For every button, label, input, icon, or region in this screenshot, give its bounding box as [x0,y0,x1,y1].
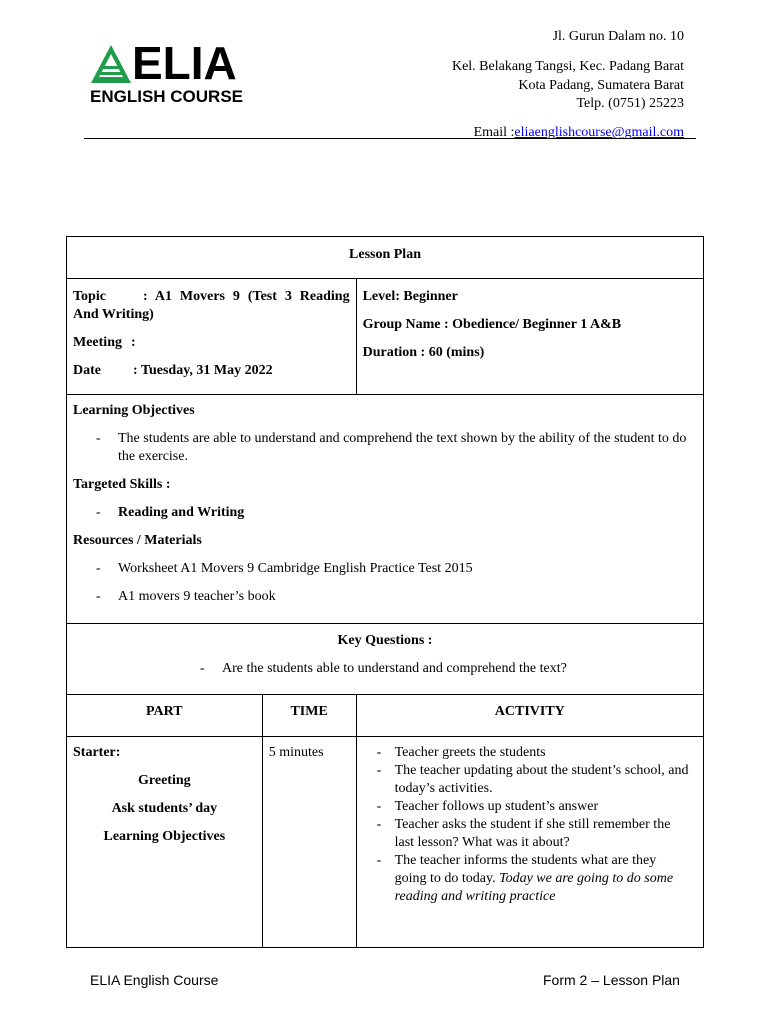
topic-row [73,288,350,324]
starter-time: 5 minutes [268,745,324,760]
date-label: Date [73,363,101,378]
key-questions-cell [67,624,704,695]
email-link[interactable]: eliaenglishcourse@gmail.com [514,125,684,140]
activity-italic-text: Today we are going to do some reading and writing practice [394,871,674,904]
column-header-part: PART [67,695,263,737]
level-text: Level: Beginner [362,289,458,304]
meeting-value: : [131,335,136,350]
starter-label: Starter: [73,745,121,760]
lesson-plan-title: Lesson Plan [349,247,421,262]
topic-cell [67,279,357,395]
objectives-cell [67,395,704,624]
activity-item: - The teacher informs the students what are they going to do today. Today we are going to do some reading and writing practice [357,852,703,906]
column-header-activity: ACTIVITY [356,695,703,737]
key-questions-heading: Key Questions : [337,633,433,648]
date-value: : Tuesday, 31 May 2022 [133,363,273,378]
resource-item: - A1 movers 9 teacher’s book [96,588,697,606]
elia-logo [90,37,250,108]
key-question-item: - Are the students able to understand and comprehend the text? [200,661,567,676]
starter-activity-cell [356,737,703,948]
activity-text: The teacher updating about the student’s school, and today’s activities. [394,763,689,796]
group-name-text: Group Name : Obedience/ Beginner 1 A&B [362,317,622,332]
starter-step: Learning Objectives [103,829,226,844]
activity-text: The teacher informs the students what are they going to do today. Today we are going to do some reading and writing practice [394,853,674,904]
starter-step: Ask students’ day [111,801,218,816]
starter-time-cell [262,737,356,948]
activity-item: - Teacher follows up student’s answer [357,798,703,816]
skill-item: - Reading and Writing [96,504,697,522]
objectives-heading: Learning Objectives [73,403,195,418]
skill-text: Reading and Writing [118,505,245,520]
resource-item: - Worksheet A1 Movers 9 Cambridge English Practice Test 2015 [96,560,697,578]
starter-part-cell [67,737,263,948]
activity-text: Teacher greets the students [394,745,546,760]
header-divider-right [408,138,696,139]
activity-text: Teacher asks the student if she still remember the last lesson? What was it about? [394,817,671,850]
resource-text: Worksheet A1 Movers 9 Cambridge English Practice Test 2015 [118,561,473,576]
logo-wordmark: ELIA [132,37,237,89]
activity-item: - Teacher asks the student if she still remember the last lesson? What was it about? [357,816,703,852]
skills-heading: Targeted Skills : [73,477,171,492]
topic-value: : A1 Movers 9 (Test 3 Reading And Writing) [73,289,350,322]
date-row [73,362,350,380]
topic-label: Topic [73,289,106,304]
address-phone: Telp. (0751) 25223 [576,96,684,111]
column-header-time: TIME [262,695,356,737]
objective-text: The students are able to understand and comprehend the text shown by the ability of the student to do the exercise. [118,431,687,464]
address-city: Kota Padang, Sumatera Barat [518,78,684,93]
header-divider-left [84,138,408,139]
activity-text: Teacher follows up student’s answer [394,799,599,814]
logo-subtitle: ENGLISH COURSE [90,87,244,106]
meeting-row [73,334,350,352]
triangle-logo-icon [90,44,132,84]
meeting-label: Meeting [73,335,122,350]
email-label: Email : [473,125,515,140]
resources-heading: Resources / Materials [73,533,202,548]
address-district: Kel. Belakang Tangsi, Kec. Padang Barat [451,59,684,74]
footer-left: ELIA English Course [90,972,219,988]
footer-right: Form 2 – Lesson Plan [543,972,680,988]
starter-step: Greeting [138,773,191,788]
key-question-text: Are the students able to understand and comprehend the text? [222,661,567,676]
activity-item: - The teacher updating about the student’s school, and today’s activities. [357,762,703,798]
lesson-plan-table [66,236,704,948]
duration-text: Duration : 60 (mins) [362,345,485,360]
lesson-plan-title-cell [67,237,704,279]
resource-text: A1 movers 9 teacher’s book [118,589,276,604]
level-cell [356,279,703,395]
objective-item: - The students are able to understand and comprehend the text shown by the ability of the student to do the exercise. [96,430,697,466]
address-street: Jl. Gurun Dalam no. 10 [552,29,684,44]
activity-item: - Teacher greets the students [357,744,703,762]
